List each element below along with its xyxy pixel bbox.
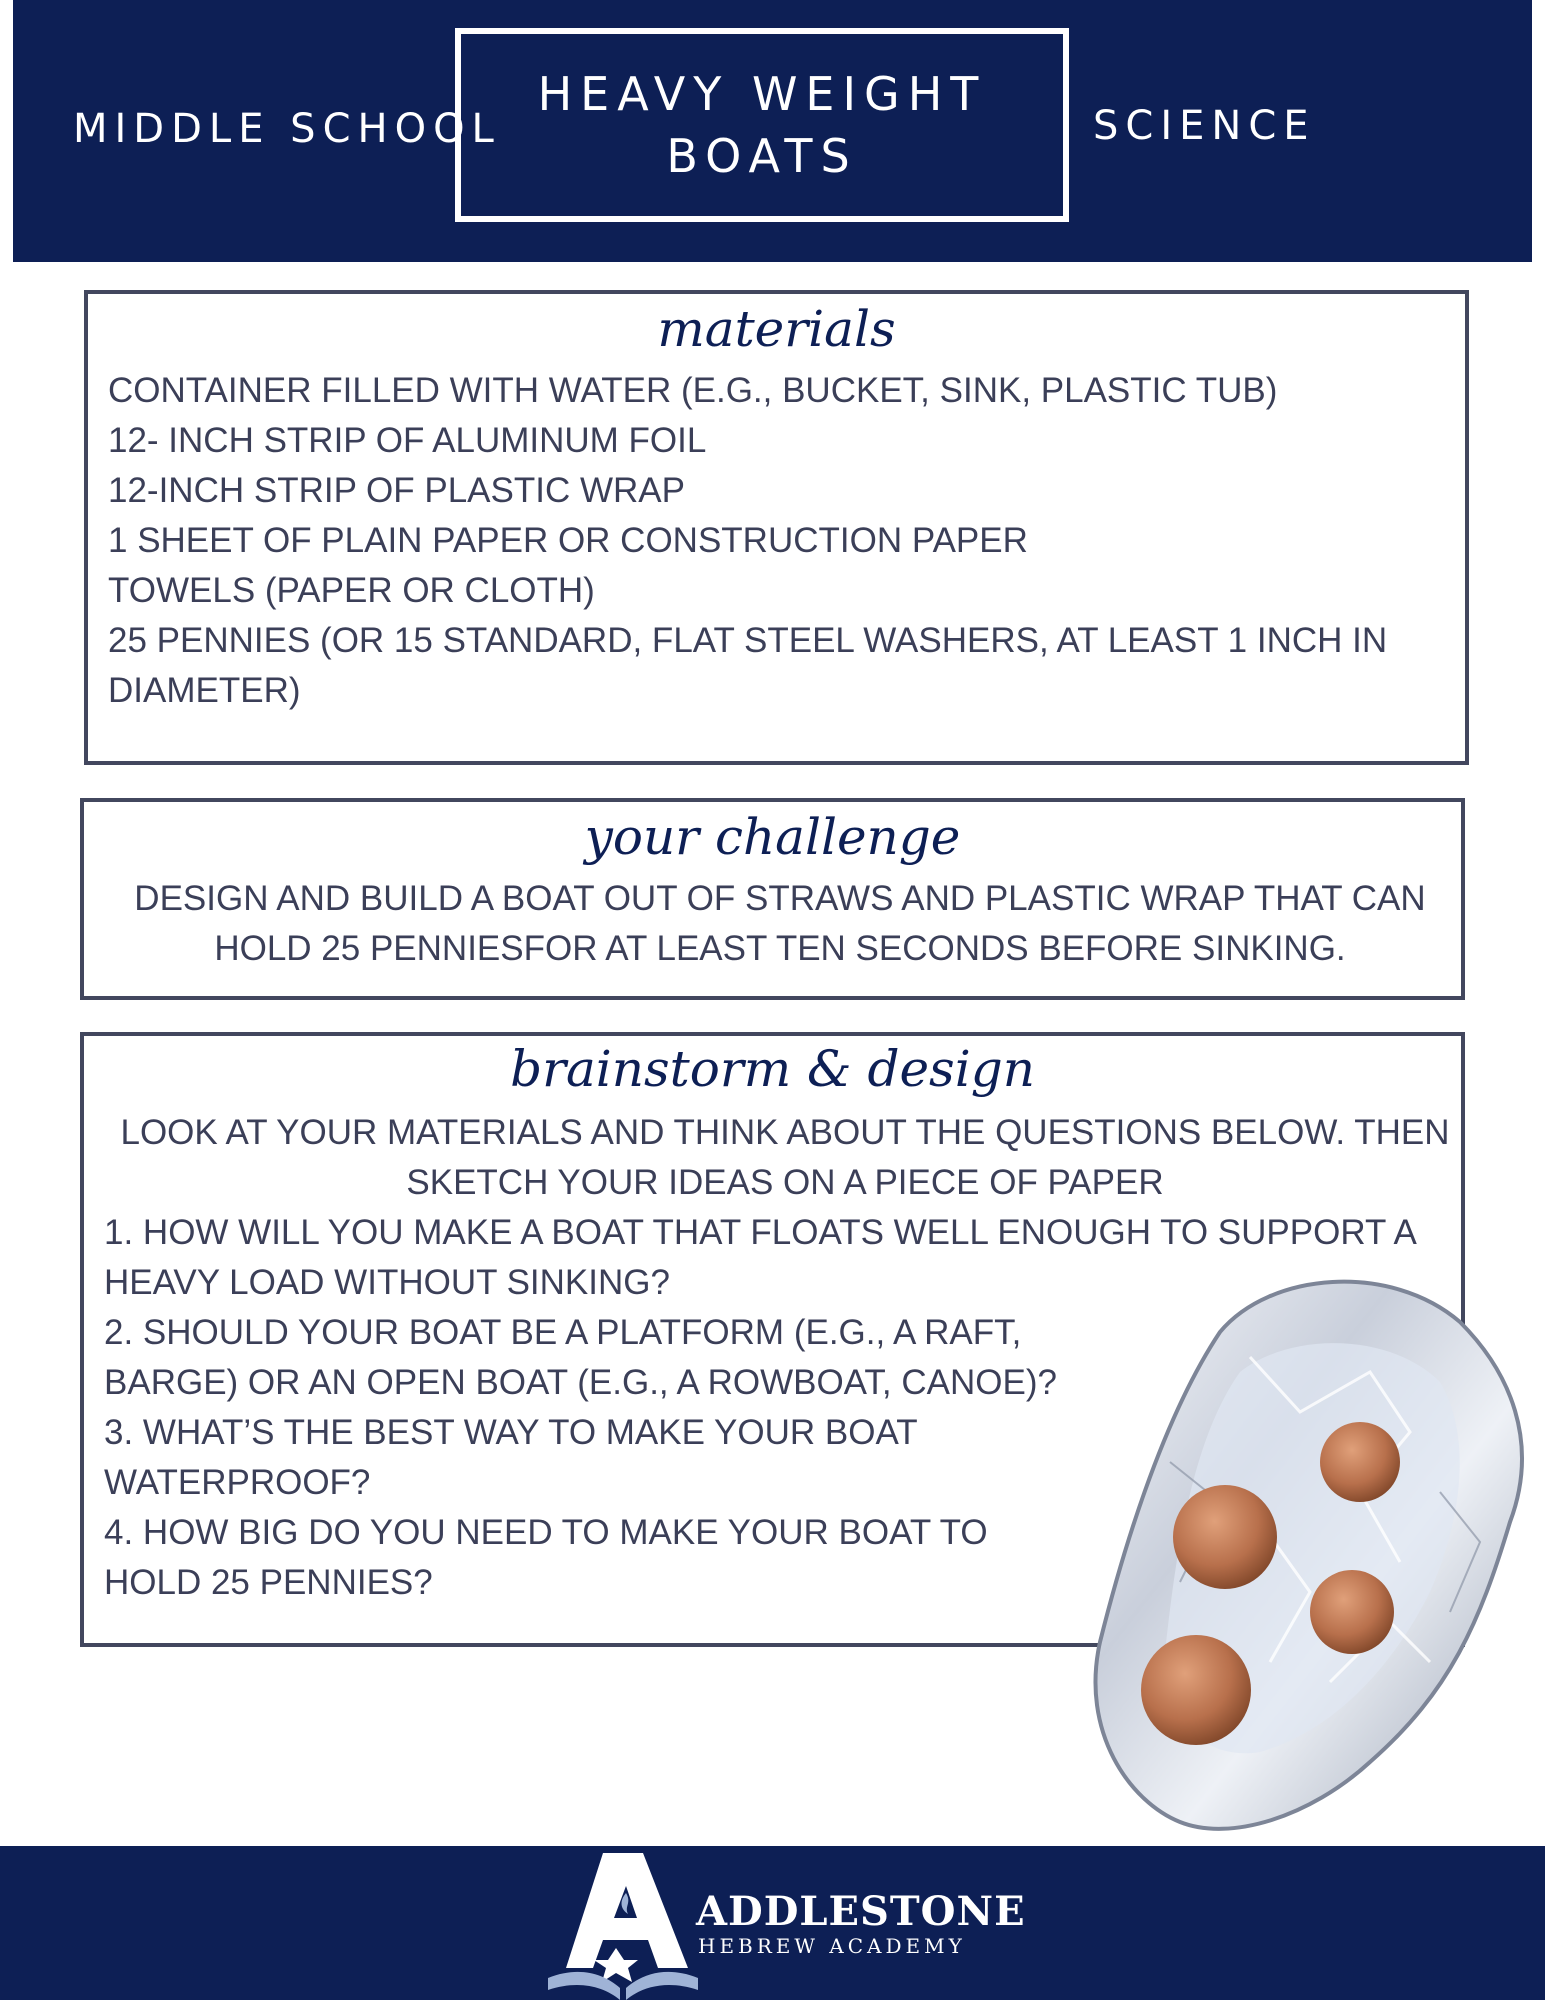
penny (1320, 1422, 1400, 1502)
logo-subtitle: HEBREW ACADEMY (698, 1934, 966, 1958)
penny (1173, 1485, 1277, 1589)
subject-label: SCIENCE (1093, 103, 1316, 149)
list-item: 12- INCH STRIP OF ALUMINUM FOIL (108, 421, 707, 460)
header-banner (13, 0, 1532, 262)
penny (1310, 1570, 1394, 1654)
brainstorm-heading: brainstorm & design (510, 1040, 1035, 1098)
challenge-text: DESIGN AND BUILD A BOAT OUT OF STRAWS AND PLASTIC WRAP THAT CAN HOLD 25 PENNIESFOR AT LEAST TEN SECONDS BEFORE SINKING. (134, 879, 1426, 968)
question-item: 3. WHAT’S THE BEST WAY TO MAKE YOUR BOAT WATERPROOF? (104, 1413, 917, 1502)
penny (1141, 1635, 1251, 1745)
question-item: 1. HOW WILL YOU MAKE A BOAT THAT FLOATS WELL ENOUGH TO SUPPORT A HEAVY LOAD WITHOUT SINKING? (104, 1213, 1415, 1302)
list-item: CONTAINER FILLED WITH WATER (E.G., BUCKET, SINK, PLASTIC TUB) (108, 371, 1278, 410)
logo-name: ADDLESTONE (696, 1888, 1026, 1935)
title-box (455, 28, 1069, 222)
materials-heading: materials (657, 300, 896, 358)
question-item: 4. HOW BIG DO YOU NEED TO MAKE YOUR BOAT TO HOLD 25 PENNIES? (104, 1513, 988, 1602)
school-logo-icon (548, 1848, 698, 2000)
materials-list (108, 366, 1458, 716)
grade-label: MIDDLE SCHOOL (73, 106, 501, 152)
list-item: 12-INCH STRIP OF PLASTIC WRAP (108, 471, 685, 510)
list-item: 25 PENNIES (OR 15 STANDARD, FLAT STEEL WASHERS, AT LEAST 1 INCH IN DIAMETER) (108, 621, 1388, 710)
foil-boat-image (1070, 1262, 1545, 1842)
question-item: 2. SHOULD YOUR BOAT BE A PLATFORM (E.G., A RAFT, BARGE) OR AN OPEN BOAT (E.G., A ROWBOAT, CANOE)? (104, 1313, 1057, 1402)
brainstorm-intro: LOOK AT YOUR MATERIALS AND THINK ABOUT THE QUESTIONS BELOW. THEN SKETCH YOUR IDEAS ON A PIECE OF PAPER (120, 1113, 1450, 1202)
challenge-heading: your challenge (584, 808, 961, 866)
list-item: 1 SHEET OF PLAIN PAPER OR CONSTRUCTION PAPER (108, 521, 1028, 560)
title-line-2: BOATS (666, 129, 858, 183)
list-item: TOWELS (PAPER OR CLOTH) (108, 571, 595, 610)
title-line-1: HEAVY WEIGHT (537, 67, 987, 121)
